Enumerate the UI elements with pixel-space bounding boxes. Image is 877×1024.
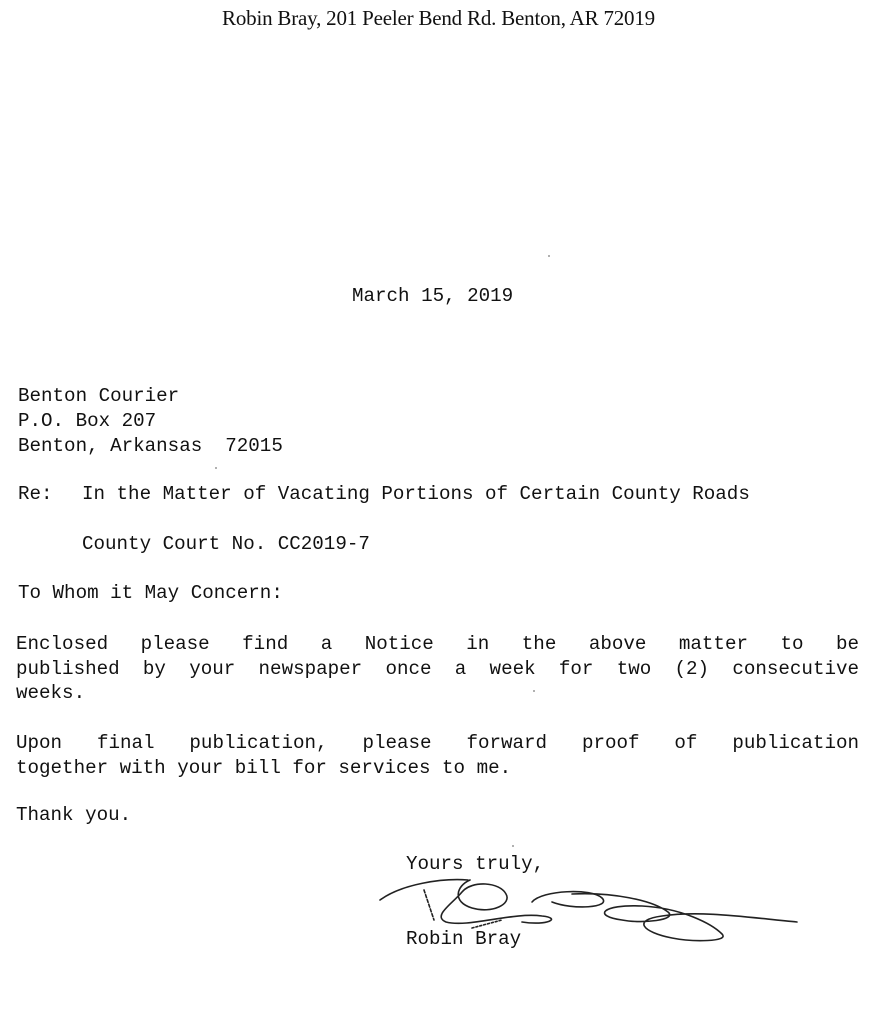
recipient-name: Benton Courier [18,385,180,407]
thank-you: Thank you. [16,804,132,826]
paragraph-2-line-1: Upon final publication, please forward proof of publication [16,732,859,754]
salutation: To Whom it May Concern: [18,582,283,604]
paragraph-1-line-2: published by your newspaper once a week for two (2) consecutive [16,657,859,680]
closing: Yours truly, [406,853,545,875]
recipient-city-state-zip: Benton, Arkansas 72015 [18,435,283,457]
re-subject: In the Matter of Vacating Portions of Certain County Roads [82,483,750,505]
signer-name: Robin Bray [406,928,522,950]
re-line [18,483,750,505]
body-paragraph-1 [16,632,859,706]
letter-date: March 15, 2019 [352,285,514,307]
scan-speck [512,845,514,847]
scan-speck [533,690,535,692]
signature-stroke [424,890,434,920]
paragraph-2-line-2: together with your bill for services to me. [16,756,512,779]
letterhead: Robin Bray, 201 Peeler Bend Rd. Benton, AR 72019 [222,6,655,30]
signature-stroke [572,894,797,941]
signature-stroke [441,880,551,923]
court-number: County Court No. CC2019-7 [82,533,370,555]
recipient-po-box: P.O. Box 207 [18,410,157,432]
scan-speck [548,255,550,257]
paragraph-1-line-3: weeks. [16,682,86,704]
re-label: Re: [18,483,53,505]
body-paragraph-2 [16,731,859,780]
recipient-address [18,384,283,459]
paragraph-1-line-1: Enclosed please find a Notice in the above matter to be [16,633,859,655]
scan-speck [215,467,217,469]
